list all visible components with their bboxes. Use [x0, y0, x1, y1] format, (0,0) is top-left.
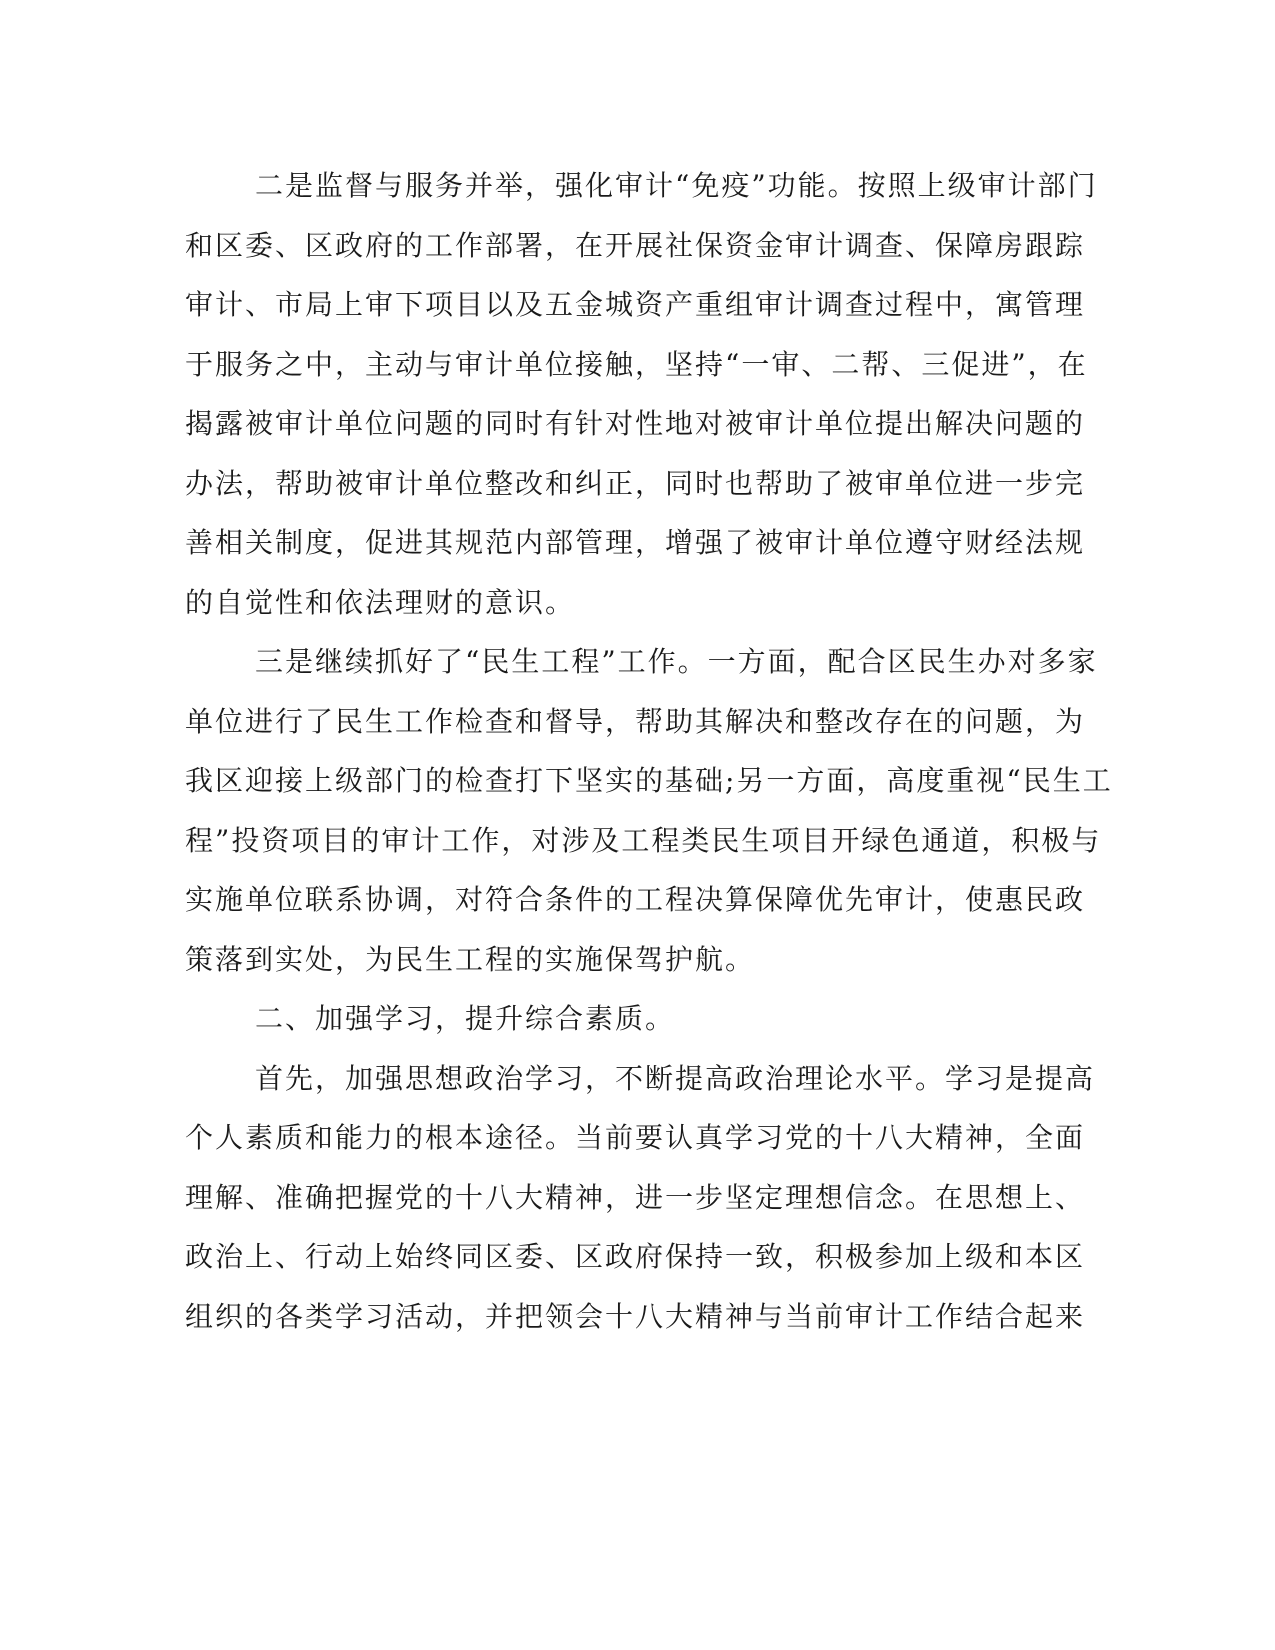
paragraph-line: 组织的各类学习活动，并把领会十八大精神与当前审计工作结合起来 [185, 1299, 1086, 1333]
paragraph-line: 政治上、行动上始终同区委、区政府保持一致，积极参加上级和本区 [185, 1240, 1086, 1273]
paragraph-line: 办法，帮助被审计单位整改和纠正，同时也帮助了被审单位进一步完 [185, 466, 1086, 500]
paragraph-line: 和区委、区政府的工作部署，在开展社保资金审计调查、保障房跟踪 [185, 228, 1086, 262]
paragraph-line: 单位进行了民生工作检查和督导，帮助其解决和整改存在的问题，为 [185, 704, 1086, 738]
paragraph-line: 于服务之中，主动与审计单位接触，坚持“一审、二帮、三促进”，在 [185, 347, 1088, 381]
paragraph-line: 善相关制度，促进其规范内部管理，增强了被审计单位遵守财经法规 [185, 526, 1086, 559]
paragraph-line: 首先，加强思想政治学习，不断提高政治理论水平。学习是提高 [255, 1061, 1096, 1095]
paragraph-line: 三是继续抓好了“民生工程”工作。一方面，配合区民生办对多家 [255, 645, 1098, 678]
paragraph-line: 个人素质和能力的根本途径。当前要认真学习党的十八大精神，全面 [185, 1121, 1086, 1154]
paragraph-line: 审计、市局上审下项目以及五金城资产重组审计调查过程中，寓管理 [185, 288, 1086, 321]
paragraph-line: 二是监督与服务并举，强化审计“免疫”功能。按照上级审计部门 [255, 169, 1098, 202]
section-heading: 二、加强学习，提升综合素质。 [255, 1002, 676, 1035]
paragraph-line: 策落到实处，为民生工程的实施保驾护航。 [185, 942, 756, 976]
paragraph-line: 理解、准确把握党的十八大精神，进一步坚定理想信念。在思想上、 [185, 1180, 1086, 1214]
paragraph-line: 程”投资项目的审计工作，对涉及工程类民生项目开绿色通道，积极与 [185, 823, 1102, 857]
document-body [185, 156, 1113, 1346]
paragraph-line: 实施单位联系协调，对符合条件的工程决算保障优先审计，使惠民政 [185, 883, 1086, 916]
paragraph-line: 的自觉性和依法理财的意识。 [185, 585, 576, 619]
paragraph-line: 揭露被审计单位问题的同时有针对性地对被审计单位提出解决问题的 [185, 407, 1086, 440]
paragraph-line: 我区迎接上级部门的检查打下坚实的基础;另一方面，高度重视“民生工 [185, 764, 1113, 797]
